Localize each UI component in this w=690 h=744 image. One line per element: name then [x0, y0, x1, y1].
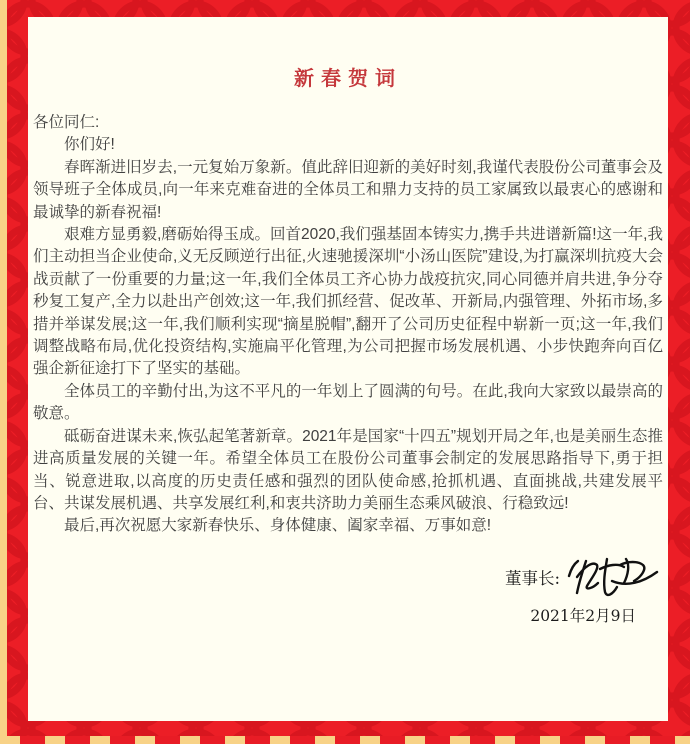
paragraph: 你们好!	[64, 136, 115, 154]
page-title: 新春贺词	[294, 66, 402, 90]
paragraph: 春晖渐进旧岁去,一元复始万象新。值此辞旧迎新的美好时刻,我谨代表股份公司董事会及领导班子全体成员,向一年来克难奋进的全体员工和鼎力支持的员工家属致以最衷心的感谢和最诚挚的新春祝福!	[33, 158, 663, 221]
paragraph: 砥砺奋进谋未来,恢弘起笔著新章。2021年是国家“十四五”规划开局之年,也是美丽生态推进高质量发展的关键一年。希望全体员工在股份公司董事会制定的发展思路指导下,勇于担当、锐意进取,以高度的历史责任感和强烈的团队使命感,抢抓机遇、直面挑战,共建发展平台、共谋发展机遇、共享发展红利,和衷共济助力美丽生态乘风破浪、行稳致远!	[33, 427, 663, 512]
gold-dashed-border	[0, 736, 690, 744]
salutation: 各位同仁:	[33, 114, 100, 131]
gold-edge-strip	[0, 0, 7, 744]
signature-row	[28, 552, 660, 602]
letter-date: 2021年2月9日	[530, 606, 636, 625]
handwritten-signature-icon	[562, 552, 660, 602]
paragraph: 艰难方显勇毅,磨砺始得玉成。回首2020,我们强基固本铸实力,携手共进谱新篇!这一年,我们主动担当企业使命,义无反顾逆行出征,火速驰援深圳“小汤山医院”建设,为打赢深圳抗疫大会战贡献了一份重要的力量;这一年,我们全体员工齐心协力战疫抗灾,同心同德并肩共进,争分夺秒复工复产,全力以赴出产创效;这一年,我们抓经营、促改革、开新局,内强管理、外拓市场,多措并举谋发展;这一年,我们顺利实现“摘星脱帽”,翻开了公司历史征程中崭新一页;这一年,我们调整战略布局,优化投资结构,实施扁平化管理,为公司把握市场发展机遇、小步快跑奔向百亿强企新征途打下了坚实的基础。	[33, 226, 663, 378]
paragraph: 全体员工的辛勤付出,为这不平凡的一年划上了圆满的句号。在此,我向大家致以最崇高的敬意。	[33, 382, 663, 423]
paragraph: 最后,再次祝愿大家新春快乐、身体健康、阖家幸福、万事如意!	[64, 517, 492, 535]
letter-body	[33, 112, 663, 538]
signature-label: 董事长:	[504, 568, 560, 588]
letter-panel	[28, 17, 668, 721]
